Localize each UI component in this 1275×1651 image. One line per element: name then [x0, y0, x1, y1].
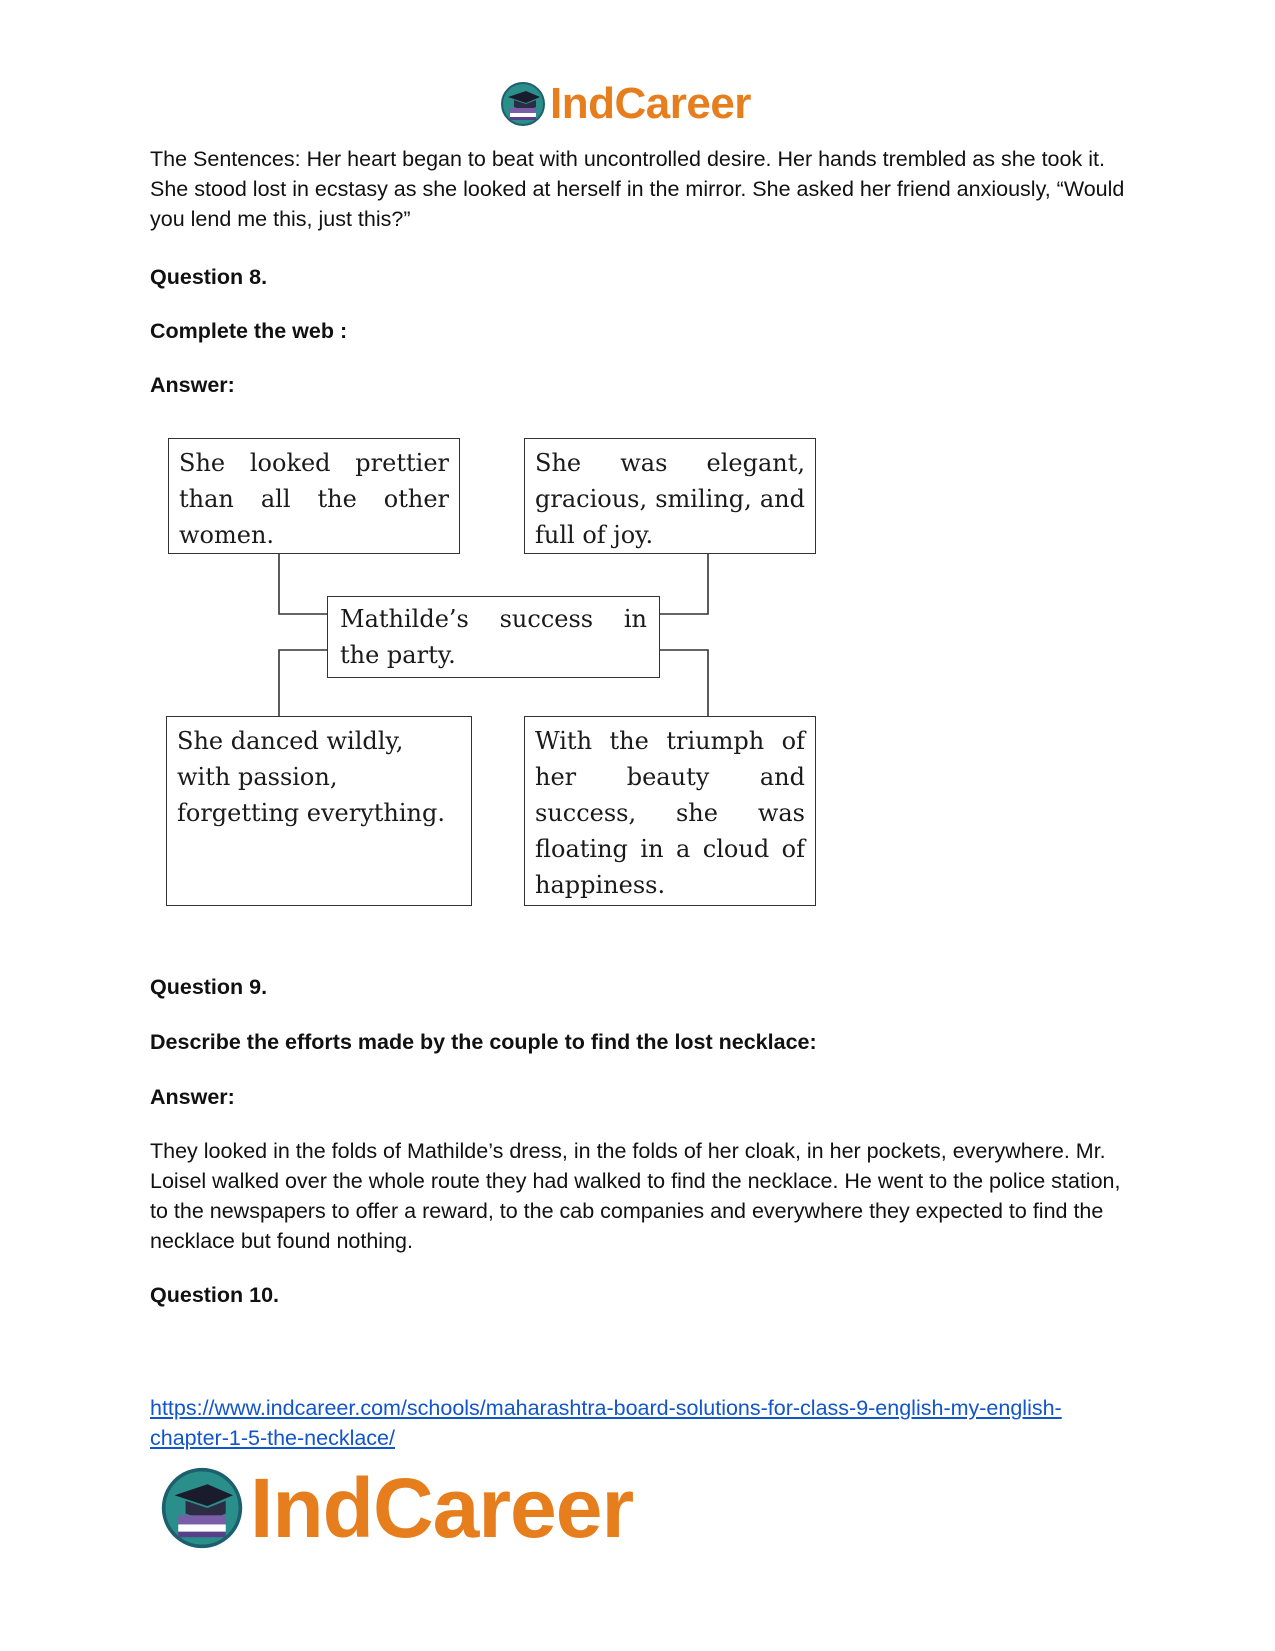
- question-9-heading: Question 9.: [150, 975, 268, 999]
- footer-logo: [160, 1462, 633, 1554]
- question-8-prompt: Complete the web :: [150, 319, 348, 343]
- web-box-top-left: She looked prettier than all the other women.: [168, 438, 460, 554]
- intro-paragraph: The Sentences: Her heart began to beat with uncontrolled desire. Her hands trembled as she took it. She stood lost in ecstasy as she looked at herself in the mirror. She asked her friend anxiously, “Would you lend me this, just this?”: [150, 147, 1125, 231]
- question-9-answer: They looked in the folds of Mathilde’s dress, in the folds of her cloak, in her pockets, everywhere. Mr. Loisel walked over the whole route they had walked to find the necklace. He went to the police station, to the newspapers to offer a reward, to the cab companies and everywhere they expected to find the necklace but found nothing.: [150, 1139, 1121, 1253]
- logo-wordmark: IndCareer: [250, 1460, 634, 1555]
- character-web-diagram: [160, 432, 830, 922]
- web-box-bottom-right: With the triumph of her beauty and success, she was floating in a cloud of happiness.: [524, 716, 816, 906]
- logo-wordmark: IndCareer: [550, 79, 751, 128]
- web-box-center: Mathilde’s success in the party.: [327, 596, 660, 678]
- logo-globe-icon: [160, 1466, 244, 1550]
- web-box-bottom-left: She danced wildly, with passion, forgetting everything.: [166, 716, 472, 906]
- question-8-heading: Question 8.: [150, 265, 268, 289]
- question-8-answer-label: Answer:: [150, 373, 235, 397]
- header-logo: [500, 80, 751, 128]
- source-url-link[interactable]: https://www.indcareer.com/schools/maharashtra-board-solutions-for-class-9-english-my-english-chapter-1-5-the-necklace/: [150, 1396, 1062, 1450]
- question-10-heading: Question 10.: [150, 1283, 280, 1307]
- logo-globe-icon: [500, 81, 546, 127]
- web-box-top-right: She was elegant, gracious, smiling, and full of joy.: [524, 438, 816, 554]
- question-9-prompt: Describe the efforts made by the couple to find the lost necklace:: [150, 1030, 817, 1054]
- question-9-answer-label: Answer:: [150, 1085, 235, 1109]
